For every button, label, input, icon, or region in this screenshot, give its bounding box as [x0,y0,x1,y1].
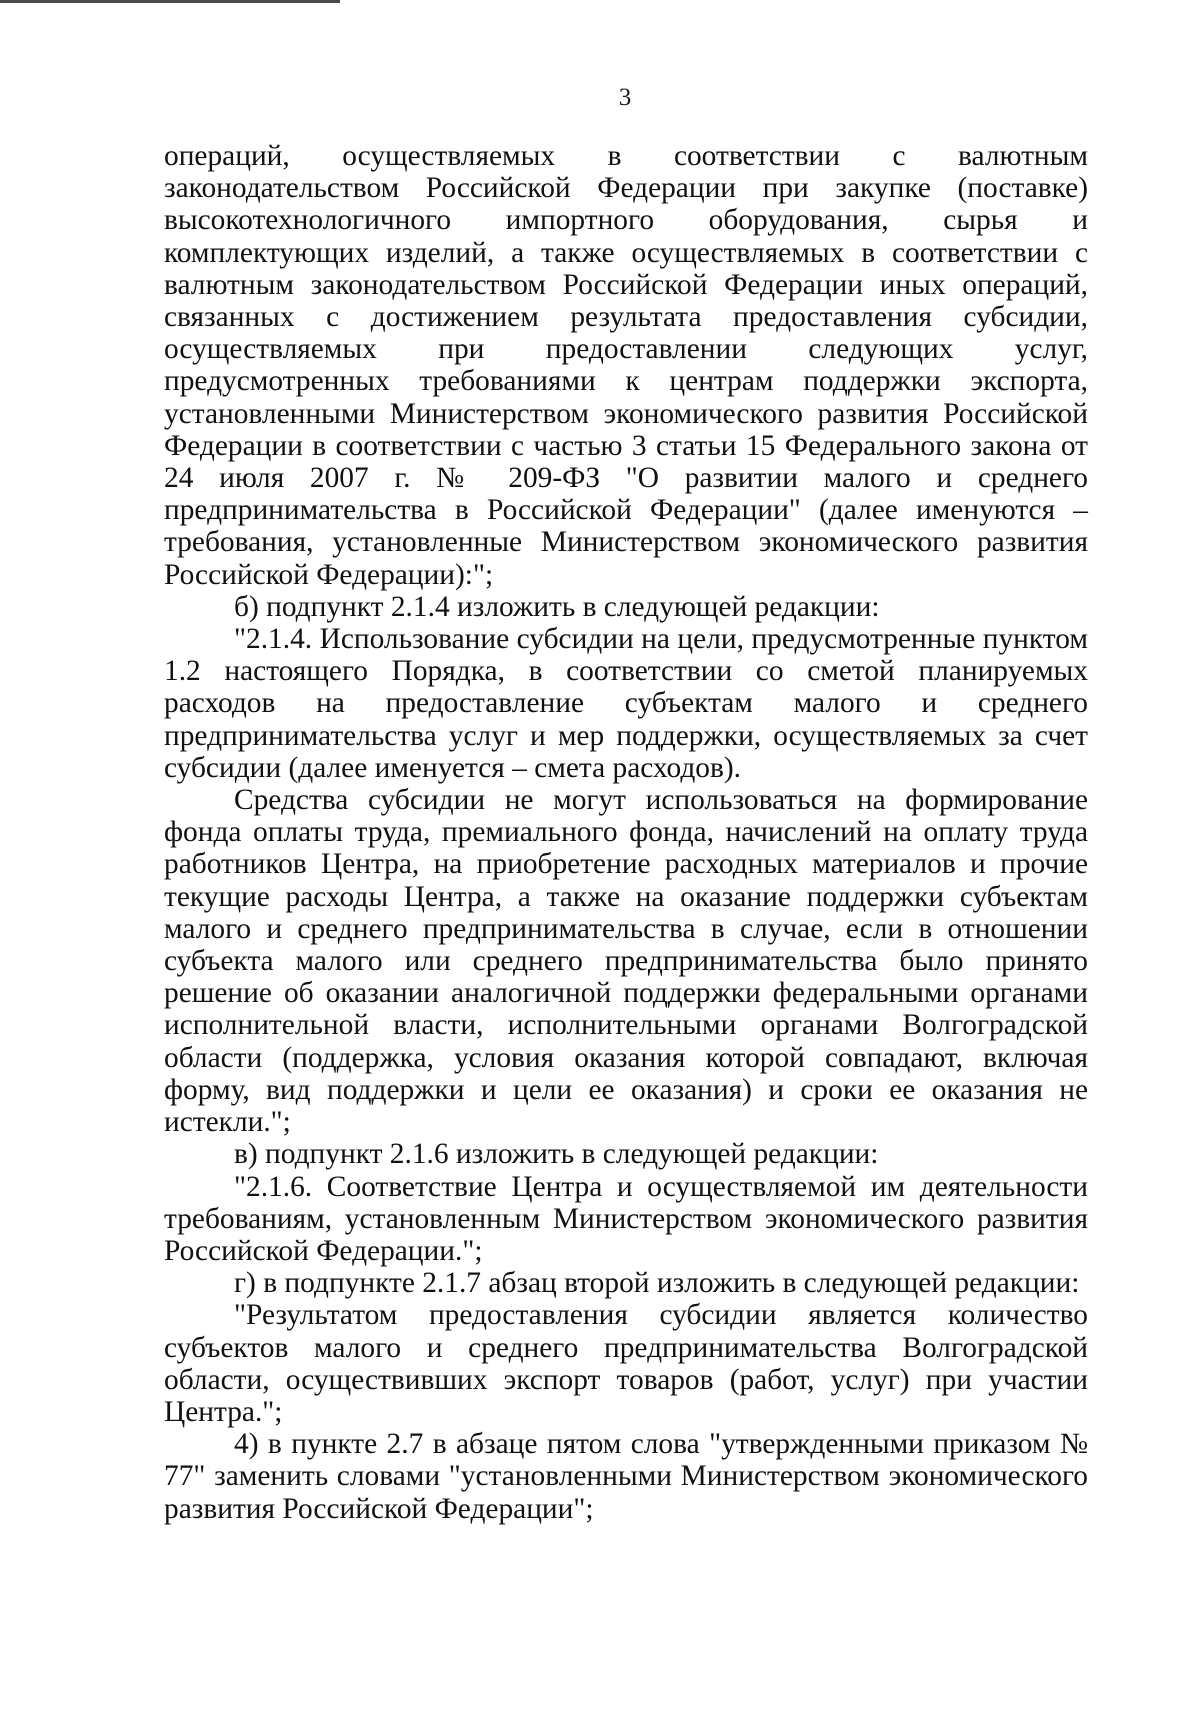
scan-edge-line [0,0,340,3]
document-body [164,140,1088,1525]
paragraph-item-4: 4) в пункте 2.7 в абзаце пятом слова "утвержденными приказом № 77" заменить словами "установленными Министерством экономического развития Российской Федерации"; [164,1428,1088,1525]
paragraph-subitem-b: б) подпункт 2.1.4 изложить в следующей редакции: [234,590,880,623]
page-number: 3 [618,84,632,111]
paragraph-subitem-g: г) в подпункте 2.1.7 абзац второй изложить в следующей редакции: [234,1267,1080,1300]
paragraph-clause-2-1-6: "2.1.6. Соответствие Центра и осуществляемой им деятельности требованиям, установленным Министерством экономического развития Российской Федерации."; [164,1170,1088,1267]
paragraph-subsidy-restrictions: Средства субсидии не могут использоваться на формирование фонда оплаты труда, премиального фонда, начислений на оплату труда работников Центра, на приобретение расходных материалов и прочие текущие расходы Центра, а также на оказание поддержки субъектам малого и среднего предпринимательства в случае, если в отношении субъекта малого или среднего предпринимательства было принято решение об оказании аналогичной поддержки федеральными органами исполнительной власти, исполнительными органами Волгоградской области (поддержка, условия оказания которой совпадают, включая форму, вид поддержки и цели ее оказания) и сроки ее оказания не истекли."; [164,784,1088,1139]
paragraph-subitem-v: в) подпункт 2.1.6 изложить в следующей редакции: [234,1138,879,1171]
paragraph-result-definition: "Результатом предоставления субсидии является количество субъектов малого и среднего предпринимательства Волгоградской области, осуществивших экспорт товаров (работ, услуг) при участии Центра."; [164,1299,1088,1428]
paragraph-continuation: операций, осуществляемых в соответствии с валютным законодательством Российской Федерации при закупке (поставке) высокотехнологичного импортного оборудования, сырья и комплектующих изделий, а также осуществляемых в соответствии с валютным законодательством Российской Федерации иных операций, связанных с достижением результата предоставления субсидии, осуществляемых при предоставлении следующих услуг, предусмотренных требованиями к центрам поддержки экспорта, установленными Министерством экономического развития Российской Федерации в соответствии с частью 3 статьи 15 Федерального закона от 24 июля 2007 г. № 209-ФЗ "О развитии малого и среднего предпринимательства в Российской Федерации" (далее именуются – требования, установленные Министерством экономического развития Российской Федерации):"; [164,140,1088,591]
paragraph-clause-2-1-4: "2.1.4. Использование субсидии на цели, предусмотренные пунктом 1.2 настоящего Порядка, в соответствии со сметой планируемых расходов на предоставление субъектам малого и среднего предпринимательства услуг и мер поддержки, осуществляемых за счет субсидии (далее именуется – смета расходов). [164,623,1088,784]
